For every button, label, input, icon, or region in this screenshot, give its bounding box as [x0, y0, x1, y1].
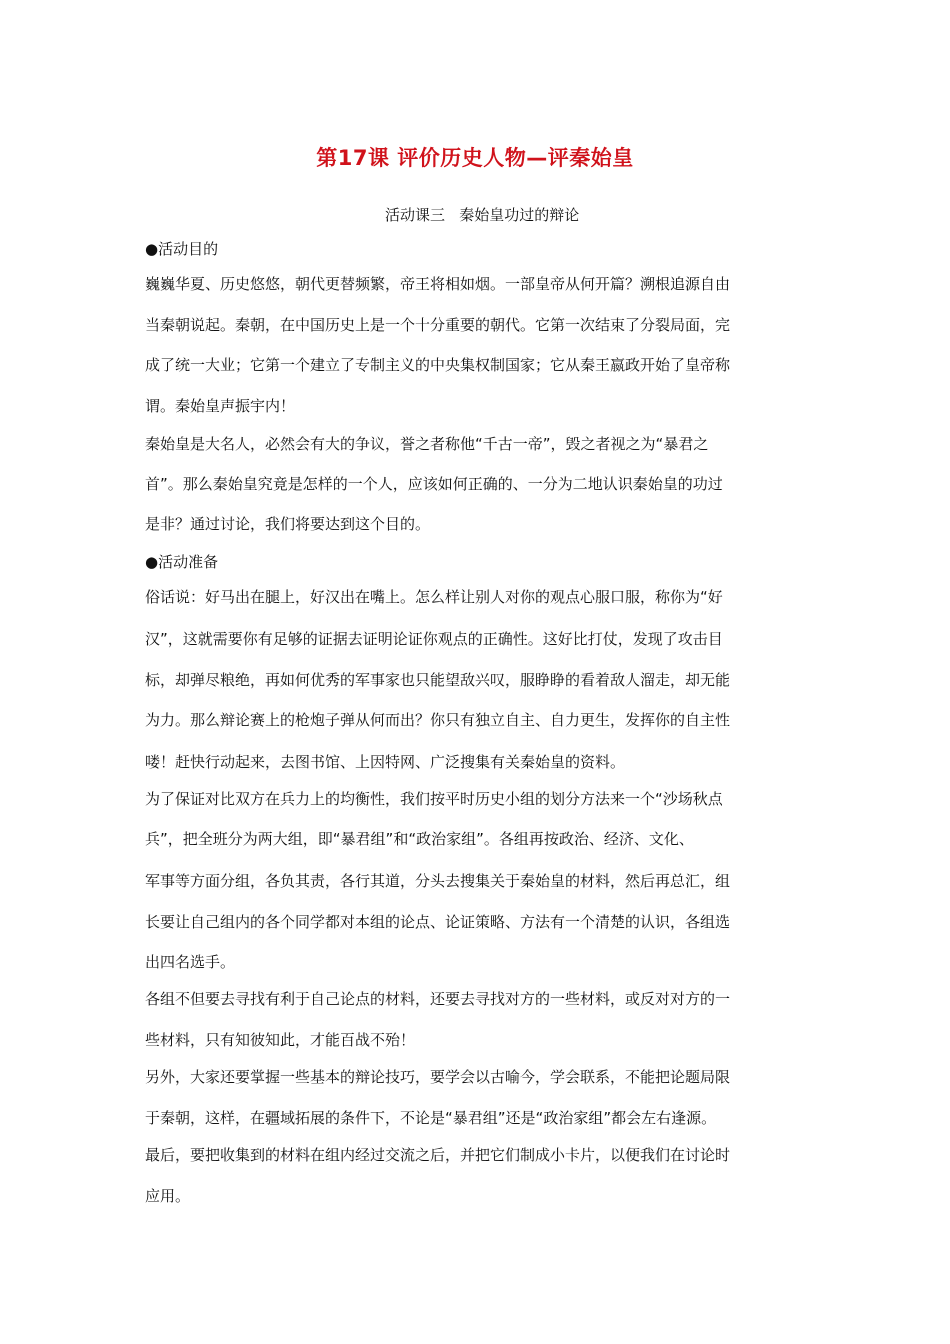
text-line: 俗话说：好马出在腿上，好汉出在嘴上。怎么样让别人对你的观点心服口服，称你为“好 [145, 588, 723, 606]
text-line: 成了统一大业；它第一个建立了专制主义的中央集权制国家；它从秦王嬴政开始了皇帝称 [145, 356, 731, 374]
lesson-title: 第17课 评价历史人物—评秦始皇 [316, 146, 634, 170]
section-heading-purpose: ●活动目的 [145, 240, 219, 258]
text-line: 应用。 [145, 1187, 191, 1205]
text-line: 当秦朝说起。秦朝，在中国历史上是一个十分重要的朝代。它第一次结束了分裂局面，完 [145, 316, 731, 334]
text-line: 军事等方面分组，各负其责，各行其道，分头去搜集关于秦始皇的材料，然后再总汇，组 [145, 872, 731, 890]
text-line: 喽！赶快行动起来，去图书馆、上因特网、广泛搜集有关秦始皇的资料。 [145, 753, 626, 771]
section-heading-preparation: ●活动准备 [145, 553, 219, 571]
text-line: 巍巍华夏、历史悠悠，朝代更替频繁，帝王将相如烟。一部皇帝从何开篇？溯根追源自由 [145, 275, 731, 293]
text-line: 秦始皇是大名人，必然会有大的争议，誉之者称他“千古一帝”，毁之者视之为“暴君之 [145, 435, 709, 453]
text-line: 出四名选手。 [145, 953, 236, 971]
text-line: 兵”，把全班分为两大组，即“暴君组”和“政治家组”。各组再按政治、经济、文化、 [145, 830, 694, 848]
text-line: 长要让自己组内的各个同学都对本组的论点、论证策略、方法有一个清楚的认识，各组选 [145, 913, 731, 931]
text-line: 首”。那么秦始皇究竟是怎样的一个人，应该如何正确的、一分为二地认识秦始皇的功过 [145, 475, 723, 493]
text-line: 为了保证对比双方在兵力上的均衡性，我们按平时历史小组的划分方法来一个“沙场秋点 [145, 790, 723, 808]
text-line: 另外，大家还要掌握一些基本的辩论技巧，要学会以古喻今，学会联系，不能把论题局限 [145, 1068, 731, 1086]
text-line: 标，却弹尽粮绝，再如何优秀的军事家也只能望敌兴叹，服睁睁的看着敌人溜走，却无能 [145, 671, 731, 689]
activity-subtitle: 活动课三 秦始皇功过的辩论 [385, 206, 580, 224]
text-line: 是非？通过讨论，我们将要达到这个目的。 [145, 515, 431, 533]
text-line: 各组不但要去寻找有利于自己论点的材料，还要去寻找对方的一些材料，或反对对方的一 [145, 990, 731, 1008]
text-line: 汉”，这就需要你有足够的证据去证明论证你观点的正确性。这好比打仗，发现了攻击目 [145, 630, 723, 648]
text-line: 最后，要把收集到的材料在组内经过交流之后，并把它们制成小卡片，以便我们在讨论时 [145, 1146, 731, 1164]
text-line: 为力。那么辩论赛上的枪炮子弹从何而出？你只有独立自主、自力更生，发挥你的自主性 [145, 711, 731, 729]
text-line: 些材料，只有知彼知此，才能百战不殆！ [145, 1031, 416, 1049]
text-line: 谓。秦始皇声振宇内！ [145, 397, 296, 415]
text-line: 于秦朝，这样，在疆域拓展的条件下，不论是“暴君组”还是“政治家组”都会左右逢源。 [145, 1109, 717, 1127]
